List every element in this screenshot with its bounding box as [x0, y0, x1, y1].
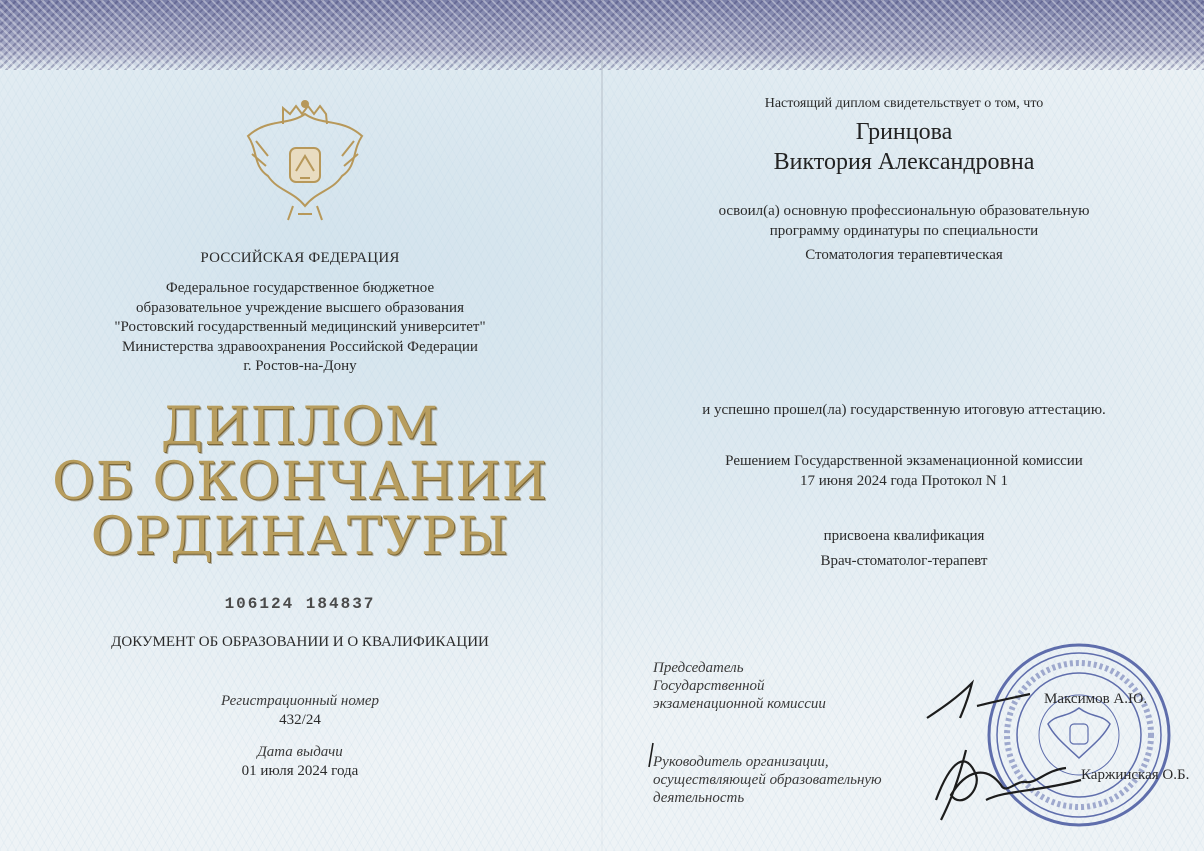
chair-label-line: экзаменационной комиссии — [653, 696, 826, 712]
qualification-label: присвоена квалификация — [823, 528, 985, 544]
chair-signature-icon — [922, 668, 1032, 728]
intro-text: Настоящий диплом свидетельствует о том, что — [764, 96, 1044, 111]
institution-block — [0, 279, 600, 377]
recipient-surname: Гринцова — [855, 119, 953, 145]
specialty: Стоматология терапевтическая — [805, 247, 1003, 263]
commission-decision — [604, 452, 1204, 491]
emblem-icon — [238, 96, 372, 226]
document-type: ДОКУМЕНТ ОБ ОБРАЗОВАНИИ И О КВАЛИФИКАЦИИ — [111, 634, 489, 650]
page-fold — [601, 60, 603, 851]
title-line: ОБ ОКОНЧАНИИ — [52, 452, 548, 512]
title-line: ОРДИНАТУРЫ — [90, 507, 510, 567]
decision-line: Решением Государственной экзаменационной комиссии — [725, 453, 1083, 469]
attestation-statement: и успешно прошел(ла) государственную итоговую аттестацию. — [702, 402, 1106, 418]
chair-label-line: Государственной — [653, 678, 765, 694]
diploma-title — [0, 397, 600, 567]
program-statement — [604, 202, 1204, 241]
commission-chair-label — [653, 659, 826, 713]
recipient-name — [604, 117, 1204, 177]
decision-line: 17 июня 2024 года Протокол N 1 — [800, 472, 1008, 489]
left-page — [0, 0, 600, 851]
organization-head-label — [653, 753, 882, 807]
institution-line: Федеральное государственное бюджетное — [165, 280, 435, 296]
head-name: Каржинская О.Б. — [1081, 767, 1190, 783]
institution-line: образовательное учреждение высшего образования — [136, 299, 464, 316]
head-label-line: Руководитель организации, — [653, 754, 829, 770]
registration-number: 432/24 — [279, 712, 321, 728]
issue-date: 01 июля 2024 года — [241, 763, 359, 779]
right-page — [604, 0, 1204, 851]
issue-date-label: Дата выдачи — [257, 744, 343, 760]
recipient-given-names: Виктория Александровна — [773, 149, 1035, 175]
qualification: Врач-стоматолог-терапевт — [820, 553, 988, 569]
head-signature-icon — [926, 730, 1086, 830]
chair-name: Максимов А.Ю. — [1044, 691, 1148, 707]
title-line: ДИПЛОМ — [160, 397, 440, 457]
program-line: программу ординатуры по специальности — [769, 222, 1039, 239]
chair-label-line: Председатель — [653, 660, 744, 676]
institution-line: "Ростовский государственный медицинский университет" — [114, 319, 486, 335]
serial-number: 106124 184837 — [224, 595, 376, 613]
institution-line: Министерства здравоохранения Российской Федерации — [122, 338, 478, 355]
head-label-line: осуществляющей образовательную — [653, 772, 882, 788]
country-label: РОССИЙСКАЯ ФЕДЕРАЦИЯ — [200, 250, 400, 266]
head-label-line: деятельность — [653, 790, 745, 806]
registration-label: Регистрационный номер — [220, 693, 379, 709]
program-line: освоил(а) основную профессиональную образовательную — [718, 203, 1090, 219]
institution-line: г. Ростов-на-Дону — [243, 358, 357, 374]
